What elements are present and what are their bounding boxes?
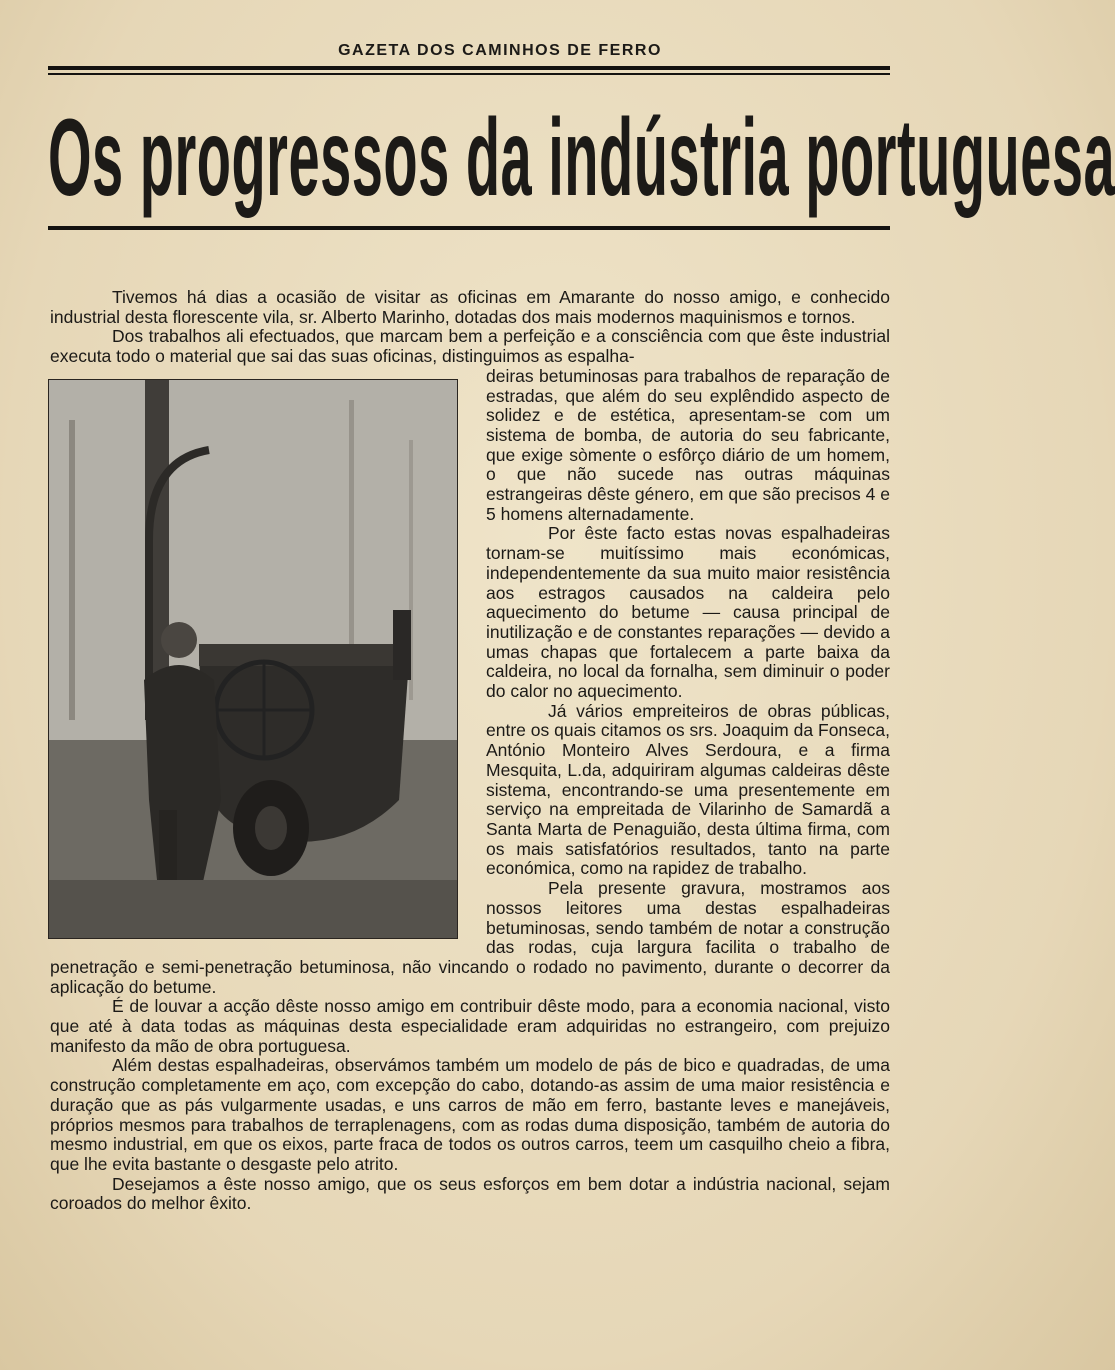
paragraph-6: Pela presente gravura, mostramos aos nossos leitores uma destas espalhadeiras betuminosas, sendo também de notar a construção das rodas, cuja largura facilita o trabalho de penetração e semi-penetração betuminosa, não vincando o rodado no pavimento, durante o decorrer da aplicação do betume. [50,878,890,997]
paragraph-5: Já vários empreiteiros de obras públicas, entre os quais citamos os srs. Joaquim da Fonseca, António Monteiro Alves Serdoura, e a firma Mesquita, L.da, adquiriram algumas caldeiras dêste sistema, encontrando-se uma presentemente em serviço na empreitada de Vilarinho de Samardã a Santa Marta de Penaguião, desta última firma, com os mais satisfatórios resultados, tanto na parte económica, como na rapidez de trabalho. [486,700,890,879]
paragraph-7: É de louvar a acção dêste nosso amigo em contribuir dêste modo, para a economia nacional, visto que até à data todas as máquinas desta especialidade eram adquiridas no estrangeiro, com prejuizo manifesto da mão de obra portuguesa. [50,996,890,1056]
machine-photograph [48,379,458,939]
paragraph-4: Por êste facto estas novas espalhadeiras tornam-se muitíssimo mais económicas, independentemente da sua muito maior resistência aos estragos causados na caldeira pelo aquecimento do betume — causa principal de inutilização e de constantes reparações — devido a umas chapas que fortalecem a parte baixa da caldeira, no local da fornalha, sem diminuir o poder do calor no aquecimento. [486,523,890,702]
paragraph-1: Tivemos há dias a ocasião de visitar as oficinas em Amarante do nosso amigo, e conhecido industrial desta florescente vila, sr. Alberto Marinho, dotadas dos mais modernos maquinismos e tornos. [50,287,890,327]
paragraph-3: deiras betuminosas para trabalhos de reparação de estradas, que além do seu explêndido aspecto de solidez e de estética, apresentam-se com um sistema de bomba, de autoria do seu fabricante, que exige sòmente o esfôrço diário de um homem, o que não sucede nas outras máquinas estrangeiras dêste género, em que são precisos 4 e 5 homens alternadamente. [486,365,890,524]
running-head: GAZETA DOS CAMINHOS DE FERRO [338,42,662,59]
paragraph-9: Desejamos a êste nosso amigo, que os seus esforços em bem dotar a indústria nacional, sejam coroados do melhor êxito. [50,1173,890,1214]
title-rule [48,226,890,230]
paragraph-8: Além destas espalhadeiras, observámos também um modelo de pás de bico e quadradas, de uma construção completamente em aço, com excepção do cabo, dotando-as assim de uma maior resistência e duração que as pás vulgarmente usadas, e uns carros de mão em ferro, bastante leves e manejáveis, próprios mesmos para trabalhos de terraplenagens, com as rodas duma disposição, também de autoria do mesmo industrial, em que os eixos, parte fraca de todos os outros carros, teem um casquilho cheio a fibra, que lhe evita bastante o desgaste pelo atrito. [50,1055,890,1174]
article-body [50,288,890,1214]
article-title: Os progressos da indústria portuguesa [48,95,1115,219]
paragraph-2: Dos trabalhos ali efectuados, que marcam bem a perfeição e a consciência com que êste industrial executa todo o material que sai das suas oficinas, distinguimos as espalha- [50,326,890,367]
